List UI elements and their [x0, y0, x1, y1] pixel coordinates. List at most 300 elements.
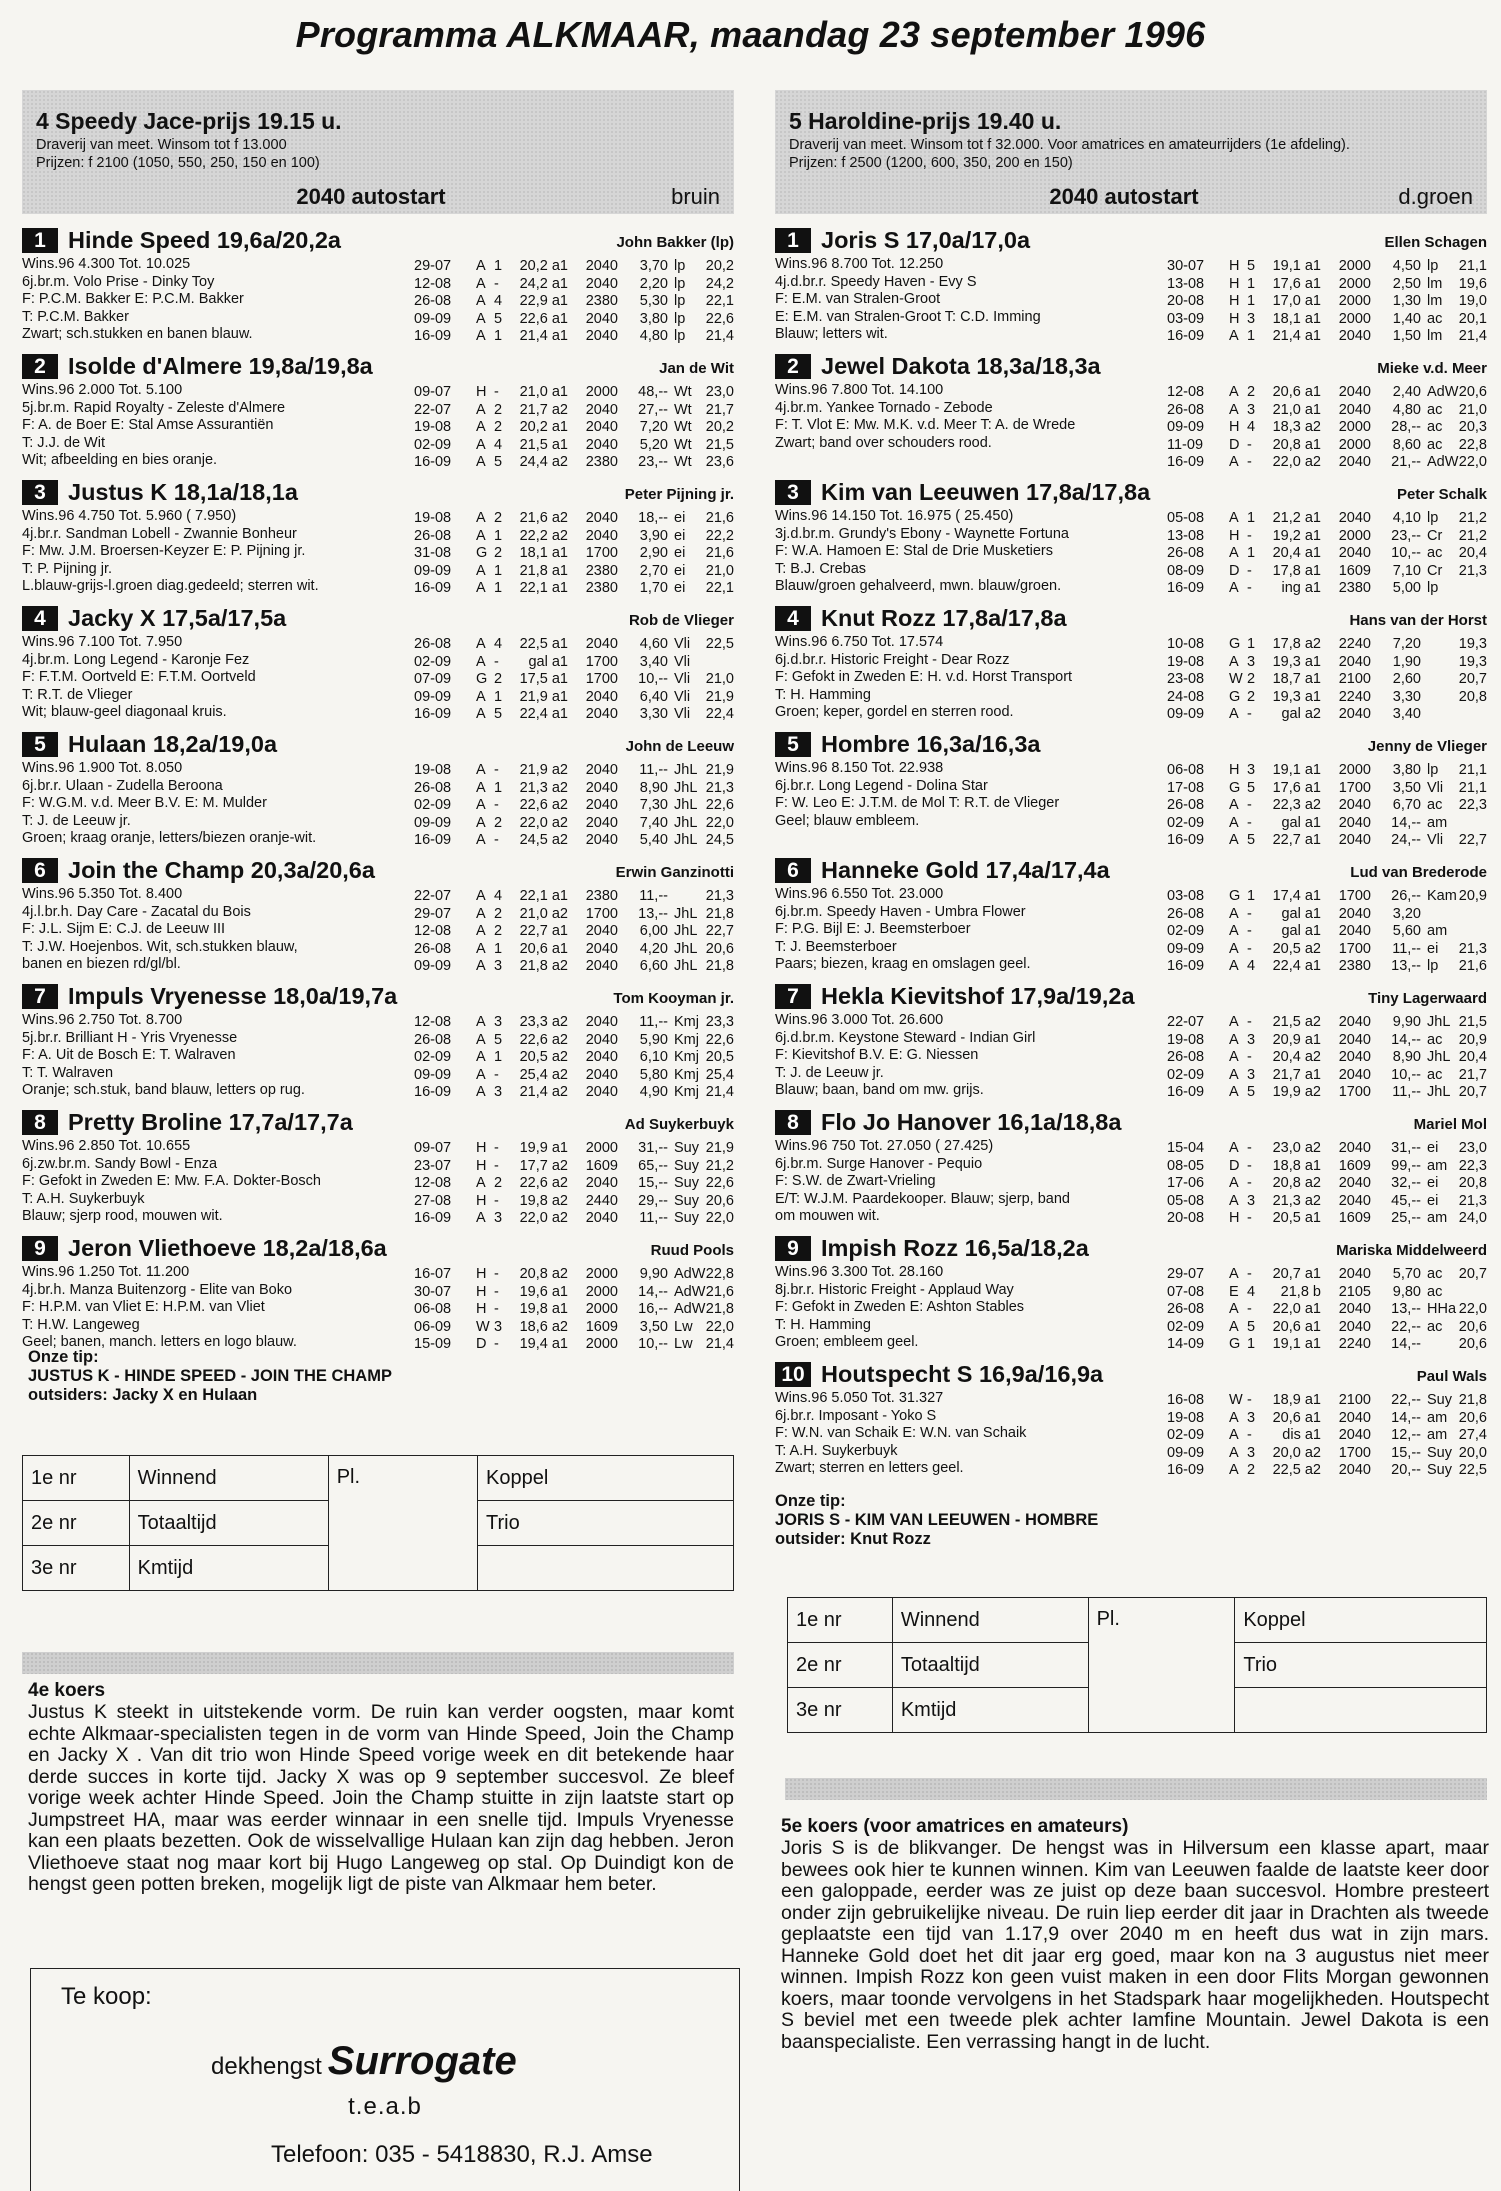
result-distance: 2040	[585, 779, 618, 796]
race-header	[22, 90, 734, 214]
result-place: 1	[1247, 545, 1256, 562]
result-date: 02-09	[1167, 1066, 1205, 1083]
result-distance: 2040	[1338, 545, 1371, 562]
result-driver-code: ei	[1427, 1175, 1439, 1192]
result-kmtime: 21,4	[1458, 328, 1487, 345]
result-driver-code: JhL	[1427, 1014, 1451, 1030]
result-odds: 9,90	[1392, 1014, 1421, 1030]
result-odds: 1,40	[1392, 310, 1421, 327]
result-row	[1167, 1049, 1487, 1067]
result-row	[1167, 437, 1487, 455]
recent-results	[414, 1266, 734, 1354]
result-row	[1167, 923, 1487, 941]
result-time: 20,2 a1	[519, 419, 568, 436]
result-kmtime	[1451, 906, 1487, 924]
result-row	[414, 1032, 734, 1050]
result-time: 21,5 a1	[519, 436, 568, 453]
result-date: 16-08	[1167, 1392, 1205, 1408]
horse-name: Join the Champ 20,3a/20,6a	[68, 857, 375, 883]
horse-entry	[775, 1110, 1487, 1236]
result-driver-code: HHa	[1427, 1301, 1457, 1318]
result-driver-code: JhL	[674, 940, 698, 957]
ad-phone: Telefoon: 035 - 5418830, R.J. Amse	[271, 2141, 653, 2168]
result-kmtime: 21,1	[1458, 258, 1487, 274]
horse-info-line: T: P. Pijning jr.	[22, 560, 113, 577]
result-distance: 2040	[585, 1066, 618, 1083]
result-distance: 2040	[585, 1175, 618, 1192]
result-distance: 2000	[1338, 293, 1371, 310]
result-time: 19,3 a1	[1272, 688, 1321, 705]
result-track: A	[476, 636, 486, 652]
result-distance: 2040	[585, 310, 618, 327]
result-row	[414, 671, 734, 689]
result-row	[414, 580, 734, 598]
result-odds: 22,--	[1391, 1392, 1421, 1408]
result-bet-label: Koppel	[478, 1456, 734, 1501]
result-distance: 2040	[1338, 510, 1371, 526]
result-place: 3	[1247, 1031, 1256, 1048]
recent-results	[414, 258, 734, 346]
horse-info	[22, 634, 412, 722]
result-driver-code: ei	[1427, 940, 1439, 957]
horse-entry	[22, 354, 734, 480]
recent-results	[1167, 1392, 1487, 1480]
result-row	[1167, 706, 1487, 724]
result-time: 17,0 a1	[1272, 293, 1321, 310]
result-track: H	[476, 384, 487, 400]
result-distance: 2000	[1338, 436, 1371, 453]
result-distance: 2000	[585, 1336, 618, 1353]
result-driver-code: ei	[674, 545, 686, 562]
result-odds: 5,90	[639, 1031, 668, 1048]
result-date: 23-08	[1167, 671, 1205, 688]
result-time: 21,0 a1	[1272, 401, 1321, 418]
horse-info-line: 8j.br.r. Historic Freight - Applaud Way	[775, 1281, 1014, 1298]
result-date: 16-09	[1167, 958, 1205, 975]
result-place: 4	[1247, 1283, 1256, 1300]
result-place: -	[1247, 1014, 1252, 1030]
driver-name: Mariel Mol	[1413, 1116, 1487, 1133]
result-driver-code: lp	[674, 258, 686, 274]
result-driver-code: lp	[674, 275, 686, 292]
result-odds: 3,20	[1392, 905, 1421, 922]
recent-results	[1167, 384, 1487, 472]
result-distance: 2040	[1338, 328, 1371, 345]
result-entry-table	[22, 1455, 734, 1591]
result-row	[1167, 1193, 1487, 1211]
result-driver-code: Suy	[1427, 1462, 1452, 1479]
result-place-label: 1e nr	[788, 1598, 893, 1643]
result-row	[414, 832, 734, 850]
result-kmtime: 20,3	[1458, 419, 1487, 436]
result-track: A	[1229, 510, 1239, 526]
race-conditions: Draverij van meet. Winsom tot f 13.000	[36, 137, 287, 153]
result-track: G	[476, 671, 488, 688]
result-place: -	[1247, 905, 1252, 922]
result-driver-code	[1421, 671, 1451, 689]
horse-name: Impish Rozz 16,5a/18,2a	[821, 1235, 1089, 1261]
result-kmtime	[1451, 580, 1487, 598]
result-place: 3	[1247, 1444, 1256, 1461]
result-date: 12-08	[414, 923, 452, 940]
horse-info-line: Wins.96 6.550 Tot. 23.000	[775, 886, 944, 902]
result-row	[414, 636, 734, 654]
result-distance: 2040	[585, 1210, 618, 1227]
result-odds: 11,--	[1392, 940, 1421, 957]
result-track: A	[1229, 1462, 1239, 1479]
result-place: -	[1247, 562, 1252, 579]
result-track: A	[1229, 832, 1239, 849]
result-kmtime: 21,9	[705, 1140, 734, 1156]
result-date: 26-08	[1167, 545, 1205, 562]
tip-outsiders: outsiders: Jacky X en Hulaan	[28, 1386, 258, 1404]
result-driver-code: lm	[1427, 328, 1443, 345]
result-kmtime: 22,8	[705, 1266, 734, 1282]
result-row	[1167, 419, 1487, 437]
ad-price: t.e.a.b	[348, 2093, 422, 2120]
result-driver-code: Suy	[674, 1210, 699, 1227]
recent-results	[1167, 762, 1487, 850]
result-driver-code: ei	[1427, 1140, 1439, 1156]
horse-entry	[775, 228, 1487, 354]
result-row	[414, 1140, 734, 1158]
result-track: A	[476, 258, 486, 274]
result-kmtime: 21,0	[705, 671, 734, 688]
start-number: 4	[775, 606, 811, 631]
horse-list	[22, 228, 734, 1362]
result-driver-code: Kmj	[674, 1084, 699, 1101]
result-kmtime: 21,3	[705, 779, 734, 796]
result-time: 20,7 a1	[1272, 1266, 1321, 1282]
result-driver-code: am	[1427, 814, 1448, 831]
result-distance: 2040	[585, 832, 618, 849]
result-distance: 1609	[585, 1318, 618, 1335]
horse-entry	[775, 984, 1487, 1110]
result-place: 2	[494, 923, 503, 940]
result-driver-code: JhL	[1427, 1049, 1451, 1066]
result-driver-code: Vli	[1427, 832, 1444, 849]
result-driver-code: Kmj	[674, 1014, 699, 1030]
horse-info-line: 6j.br.r. Long Legend - Dolina Star	[775, 777, 988, 794]
result-time: 18,1 a1	[1272, 310, 1321, 327]
result-odds: 1,70	[639, 580, 668, 597]
result-track: A	[476, 706, 486, 723]
result-track: A	[1229, 1266, 1239, 1282]
result-track: A	[1229, 1318, 1239, 1335]
horse-info-line: Wins.96 5.050 Tot. 31.327	[775, 1390, 944, 1406]
result-odds: 15,--	[638, 1175, 668, 1192]
tip-text: JORIS S - KIM VAN LEEUWEN - HOMBRE	[775, 1511, 1099, 1529]
result-row	[1167, 636, 1487, 654]
result-kmtime: 25,4	[705, 1066, 734, 1083]
result-odds: 1,30	[1392, 293, 1421, 310]
result-time: 22,6 a1	[519, 310, 568, 327]
result-odds: 22,--	[1391, 1318, 1421, 1335]
result-row	[414, 780, 734, 798]
result-driver-code	[668, 888, 698, 906]
result-time: 19,1 a1	[1272, 1336, 1321, 1353]
result-place: -	[494, 1157, 499, 1174]
result-track: A	[476, 275, 486, 292]
result-track: A	[1229, 1301, 1239, 1318]
result-kmtime	[698, 654, 734, 672]
start-number: 8	[775, 1110, 811, 1135]
result-time: 24,4 a2	[519, 454, 568, 471]
result-driver-code: am	[1427, 1210, 1448, 1227]
result-track: G	[1229, 1336, 1241, 1353]
result-kmtime: 20,6	[705, 940, 734, 957]
result-row	[414, 510, 734, 528]
result-odds: 7,10	[1392, 562, 1421, 579]
result-time: 24,5 a2	[519, 832, 568, 849]
result-bet-label	[1235, 1688, 1487, 1733]
result-driver-code	[1421, 906, 1451, 924]
result-time: 20,9 a1	[1272, 1031, 1321, 1048]
result-distance: 2380	[585, 293, 618, 310]
horse-info-line: T: J. de Leeuw jr.	[22, 812, 131, 829]
result-place: 1	[1247, 636, 1256, 652]
result-kmtime: 22,4	[705, 706, 734, 723]
result-track: H	[1229, 293, 1240, 310]
result-place: 2	[494, 671, 503, 688]
result-place: 4	[1247, 419, 1256, 436]
result-track: A	[476, 923, 486, 940]
result-odds: 7,20	[639, 419, 668, 436]
result-time: 21,2 a1	[1272, 510, 1321, 526]
result-row	[414, 384, 734, 402]
race-color: bruin	[671, 184, 720, 209]
result-track: A	[1229, 454, 1239, 471]
horse-header	[22, 480, 734, 508]
result-date: 29-07	[414, 905, 452, 922]
horse-name: Jacky X 17,5a/17,5a	[68, 605, 287, 631]
result-track: A	[476, 832, 486, 849]
result-kmtime: 22,7	[1458, 832, 1487, 849]
result-driver-code	[1421, 689, 1451, 707]
result-entry-row	[23, 1456, 734, 1501]
driver-name: Rob de Vlieger	[628, 612, 734, 629]
horse-name: Houtspecht S 16,9a/16,9a	[821, 1361, 1104, 1387]
result-time: 17,8 a1	[1272, 562, 1321, 579]
horse-info-line: Groen; keper, gordel en sterren rood.	[775, 704, 1014, 721]
result-odds: 13,--	[1391, 1301, 1421, 1318]
result-distance: 1700	[585, 905, 618, 922]
result-odds: 31,--	[1391, 1140, 1421, 1156]
result-row	[1167, 1462, 1487, 1480]
result-odds: 14,--	[638, 1283, 668, 1300]
result-track: A	[1229, 545, 1239, 562]
result-odds: 4,50	[1392, 258, 1421, 274]
result-date: 27-08	[414, 1192, 452, 1209]
result-date: 26-08	[414, 779, 452, 796]
result-driver-code: Suy	[674, 1175, 699, 1192]
result-distance: 2240	[1338, 636, 1371, 652]
result-distance: 2040	[585, 814, 618, 831]
result-time: 20,8 a2	[519, 1266, 568, 1282]
result-place: 3	[1247, 1409, 1256, 1426]
result-odds: 12,--	[1391, 1427, 1421, 1444]
result-date: 16-09	[414, 1210, 452, 1227]
horse-name: Flo Jo Hanover 16,1a/18,8a	[821, 1109, 1122, 1135]
horse-name: Joris S 17,0a/17,0a	[821, 227, 1031, 253]
result-distance: 2040	[1338, 923, 1371, 940]
result-track: H	[476, 1157, 487, 1174]
result-time: 17,5 a1	[519, 671, 568, 688]
result-kmtime: 20,9	[1458, 888, 1487, 904]
result-kmtime: 22,6	[705, 310, 734, 327]
result-odds: 3,80	[1392, 762, 1421, 778]
horse-info-line: 6j.d.br.m. Keystone Steward - Indian Girl	[775, 1029, 1036, 1046]
result-driver-code: Wt	[674, 436, 692, 453]
tip-label: Onze tip:	[28, 1348, 99, 1366]
result-date: 16-09	[414, 328, 452, 345]
horse-entry	[775, 732, 1487, 858]
horse-entry	[775, 1362, 1487, 1488]
result-track: A	[1229, 328, 1239, 345]
result-date: 26-08	[414, 293, 452, 310]
horse-info-line: Geel; blauw embleem.	[775, 812, 920, 829]
result-kmtime: 22,6	[705, 797, 734, 814]
result-kmtime: 20,2	[705, 419, 734, 436]
result-kmtime: 20,6	[1458, 1318, 1487, 1335]
result-odds: 5,70	[1392, 1266, 1421, 1282]
result-kmtime: 20,6	[705, 1192, 734, 1209]
result-track: A	[476, 797, 486, 814]
result-driver-code: Kmj	[674, 1031, 699, 1048]
result-row	[414, 762, 734, 780]
result-track: A	[476, 1031, 486, 1048]
horse-info-line: Wins.96 7.100 Tot. 7.950	[22, 634, 183, 650]
result-date: 19-08	[1167, 1409, 1205, 1426]
result-place: -	[1247, 1301, 1252, 1318]
result-row	[414, 402, 734, 420]
result-track: A	[476, 293, 486, 310]
result-row	[414, 293, 734, 311]
ad-heading: Te koop:	[61, 1983, 152, 2010]
horse-name: Jewel Dakota 18,3a/18,3a	[821, 353, 1101, 379]
result-kmtime: 22,1	[705, 293, 734, 310]
horse-info-line: Groen; embleem geel.	[775, 1334, 919, 1351]
result-date: 16-09	[414, 832, 452, 849]
ad-name-line	[211, 2039, 517, 2084]
result-place: -	[494, 1192, 499, 1209]
result-driver-code: JhL	[674, 814, 698, 831]
result-place: 3	[1247, 1066, 1256, 1083]
result-place: 2	[494, 1175, 503, 1192]
horse-info-line: F: P.C.M. Bakker E: P.C.M. Bakker	[22, 291, 244, 308]
recent-results	[1167, 1014, 1487, 1102]
result-odds: 14,--	[1391, 1409, 1421, 1426]
result-kmtime: 20,8	[1458, 688, 1487, 705]
result-row	[1167, 762, 1487, 780]
result-track: A	[1229, 1084, 1239, 1101]
preview-race-5	[781, 1816, 1489, 2053]
horse-info-line: Paars; biezen, kraag en omslagen geel.	[775, 956, 1031, 973]
result-driver-code: Vli	[674, 653, 691, 670]
horse-info-line: T: R.T. de Vlieger	[22, 686, 133, 703]
result-row	[414, 923, 734, 941]
result-row	[1167, 1336, 1487, 1354]
result-field-label: Kmtijd	[129, 1546, 328, 1591]
result-time: 19,4 a1	[519, 1336, 568, 1353]
result-distance: 2380	[585, 562, 618, 579]
horse-info-line: 3j.d.br.m. Grundy's Ebony - Waynette Fortuna	[775, 525, 1069, 542]
result-date: 26-08	[1167, 1049, 1205, 1066]
result-driver-code	[1421, 706, 1451, 724]
result-date: 20-08	[1167, 1210, 1205, 1227]
horse-name: Justus K 18,1a/18,1a	[68, 479, 298, 505]
result-track: A	[1229, 940, 1239, 957]
result-place: 3	[494, 1014, 503, 1030]
result-date: 08-05	[1167, 1157, 1205, 1174]
result-place: -	[494, 275, 499, 292]
result-driver-code: AdW	[1427, 384, 1459, 400]
result-row	[414, 1084, 734, 1102]
result-driver-code: ac	[1427, 1318, 1443, 1335]
result-kmtime: 22,2	[705, 527, 734, 544]
result-place: 1	[494, 1049, 503, 1066]
result-distance: 2040	[585, 510, 618, 526]
result-row	[1167, 1266, 1487, 1284]
result-track: G	[476, 545, 488, 562]
recent-results	[414, 510, 734, 598]
result-driver-code: Suy	[1427, 1392, 1452, 1408]
recent-results	[414, 1014, 734, 1102]
result-distance: 2040	[1338, 384, 1371, 400]
driver-name: John de Leeuw	[625, 738, 734, 755]
horse-info-line: 4j.br.r. Sandman Lobell - Zwannie Bonheur	[22, 525, 297, 542]
result-time: 20,6 a1	[1272, 1409, 1321, 1426]
result-distance: 2380	[1338, 958, 1371, 975]
horse-info-line: Wins.96 3.000 Tot. 26.600	[775, 1012, 944, 1028]
result-kmtime: 22,6	[705, 1175, 734, 1192]
horse-info-line: 4j.br.h. Manza Buitenzorg - Elite van Boko	[22, 1281, 293, 1298]
result-kmtime: 21,8	[1458, 1392, 1487, 1408]
result-odds: 14,--	[1391, 1336, 1421, 1353]
result-date: 07-09	[414, 671, 452, 688]
result-distance: 2040	[1338, 905, 1371, 922]
result-odds: 4,80	[1392, 401, 1421, 418]
result-date: 11-09	[1167, 436, 1204, 453]
result-field-label: Winnend	[129, 1456, 328, 1501]
result-track: A	[1229, 1049, 1239, 1066]
result-time: 18,8 a1	[1272, 1157, 1321, 1174]
result-row	[414, 276, 734, 294]
horse-name: Knut Rozz 17,8a/17,8a	[821, 605, 1067, 631]
result-odds: 45,--	[1391, 1192, 1421, 1209]
recent-results	[414, 1140, 734, 1228]
result-place: -	[1247, 1140, 1252, 1156]
horse-info-line: Wins.96 7.800 Tot. 14.100	[775, 382, 944, 398]
result-track: A	[476, 562, 486, 579]
result-place: 3	[1247, 762, 1256, 778]
result-date: 30-07	[414, 1283, 452, 1300]
result-place: 1	[494, 562, 503, 579]
result-date: 02-09	[1167, 923, 1205, 940]
result-row	[414, 888, 734, 906]
result-bet-label: Trio	[1235, 1643, 1487, 1688]
result-distance: 1700	[585, 545, 618, 562]
result-driver-code: lp	[674, 328, 686, 345]
horse-info-line: F: W.A. Hamoen E: Stal de Drie Musketiers	[775, 543, 1054, 560]
result-driver-code: ei	[674, 510, 686, 526]
result-row	[1167, 1032, 1487, 1050]
result-odds: 1,90	[1392, 653, 1421, 670]
horse-info	[22, 886, 412, 974]
result-date: 26-08	[1167, 905, 1205, 922]
result-driver-code: ei	[1427, 1192, 1439, 1209]
horse-info-line: 6j.zw.br.m. Sandy Bowl - Enza	[22, 1155, 218, 1172]
